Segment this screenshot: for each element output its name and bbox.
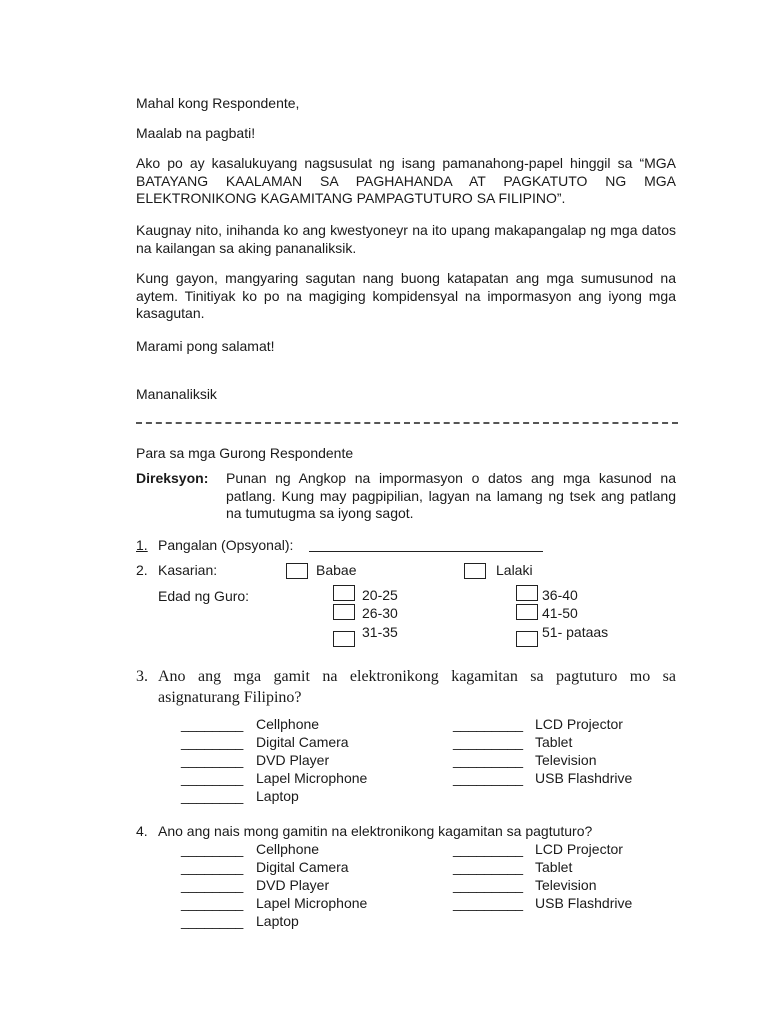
section-divider [136, 422, 678, 424]
signoff: Mananaliksik [136, 386, 217, 402]
q3-number: 3. [136, 668, 148, 685]
q4-blank-tablet[interactable]: _________ [453, 859, 524, 875]
q2-number: 2. [136, 562, 148, 578]
age-label: Edad ng Guro: [158, 588, 250, 604]
q3-blank-laptop[interactable]: ________ [181, 788, 244, 804]
age-option-36-40: 36-40 [542, 587, 578, 603]
thanks-line: Marami pong salamat! [136, 338, 275, 354]
checkbox-age-31-35[interactable] [333, 631, 355, 647]
q4-blank-cellphone[interactable]: ________ [181, 841, 244, 857]
greeting: Maalab na pagbati! [136, 125, 256, 141]
age-option-41-50: 41-50 [542, 605, 578, 621]
q3-blank-digital-camera[interactable]: ________ [181, 734, 244, 750]
q4-blank-lcd-projector[interactable]: _________ [453, 841, 524, 857]
age-option-26-30: 26-30 [362, 605, 398, 621]
q4-number: 4. [136, 823, 148, 839]
q3-item-digital-camera: Digital Camera [256, 734, 349, 750]
q3-item-television: Television [535, 752, 597, 768]
q3-item-cellphone: Cellphone [256, 716, 320, 732]
purpose-paragraph: Kaugnay nito, inihanda ko ang kwestyoneyr na ito upang makapangalap ng mga datos na kailangan sa aking pananaliksik. [136, 222, 676, 256]
q4-item-tablet: Tablet [535, 859, 573, 875]
request-paragraph: Kung gayon, mangyaring sagutan nang buong katapatan ang mga sumusunod na aytem. Tinitiyak ko po na magiging kompidensyal na impormasyon ang iyong mga kasagutan. [136, 270, 676, 321]
q4-item-usb-flashdrive: USB Flashdrive [535, 895, 633, 911]
q4-item-cellphone: Cellphone [256, 841, 320, 857]
q4-blank-television[interactable]: _________ [453, 877, 524, 893]
intro-paragraph: Ako po ay kasalukuyang nagsusulat ng isang pamanahong-papel hinggil sa “MGA BATAYANG KAALAMAN SA PAGHAHANDA AT PAGKATUTO NG MGA ELEKTRONIKONG KAGAMITANG PAMPAGTUTURO SA FILIPINO”. [136, 155, 676, 206]
checkbox-age-26-30[interactable] [333, 604, 355, 620]
direction-text: Punan ng Angkop na impormasyon o datos ang mga kasunod na patlang. Kung may pagpipilian, lagyan na lamang ng tsek ang patlang na tumutugma sa iyong sagot. [226, 470, 676, 521]
checkbox-age-36-40[interactable] [516, 585, 538, 601]
q3-blank-lcd-projector[interactable]: _________ [453, 716, 524, 732]
checkbox-lalaki[interactable] [464, 563, 486, 579]
q3-blank-usb-flashdrive[interactable]: _________ [453, 770, 524, 786]
q3-blank-lapel-microphone[interactable]: ________ [181, 770, 244, 786]
q3-blank-dvd-player[interactable]: ________ [181, 752, 244, 768]
q3-blank-tablet[interactable]: _________ [453, 734, 524, 750]
q3-text-line2: asignaturang Filipino? [158, 689, 302, 706]
q3-blank-television[interactable]: _________ [453, 752, 524, 768]
q4-blank-lapel-microphone[interactable]: ________ [181, 895, 244, 911]
option-babae: Babae [316, 562, 357, 578]
q1-label: Pangalan (Opsyonal): [158, 537, 294, 553]
q4-blank-laptop[interactable]: ________ [181, 913, 244, 929]
q3-item-tablet: Tablet [535, 734, 573, 750]
q3-item-lcd-projector: LCD Projector [535, 716, 623, 732]
q4-item-television: Television [535, 877, 597, 893]
q2-label: Kasarian: [158, 562, 218, 578]
q4-item-laptop: Laptop [256, 913, 299, 929]
q1-number: 1. [136, 537, 148, 553]
q4-blank-dvd-player[interactable]: ________ [181, 877, 244, 893]
q4-item-dvd-player: DVD Player [256, 877, 330, 893]
checkbox-babae[interactable] [286, 563, 308, 579]
q3-blank-cellphone[interactable]: ________ [181, 716, 244, 732]
form-heading: Para sa mga Gurong Respondente [136, 445, 354, 461]
name-field[interactable] [309, 536, 543, 552]
q3-item-laptop: Laptop [256, 788, 299, 804]
q3-item-dvd-player: DVD Player [256, 752, 330, 768]
q4-item-lapel-microphone: Lapel Microphone [256, 895, 368, 911]
q3-item-usb-flashdrive: USB Flashdrive [535, 770, 633, 786]
checkbox-age-41-50[interactable] [516, 604, 538, 620]
checkbox-age-20-25[interactable] [333, 585, 355, 601]
age-option-31-35: 31-35 [362, 624, 398, 640]
salutation: Mahal kong Respondente, [136, 95, 300, 111]
q4-blank-digital-camera[interactable]: ________ [181, 859, 244, 875]
direction-label: Direksyon: [136, 470, 209, 486]
q4-text: Ano ang nais mong gamitin na elektronikong kagamitan sa pagtuturo? [158, 823, 593, 839]
q3-text-line1: Ano ang mga gamit na elektronikong kagamitan sa pagtuturo mo sa [158, 668, 676, 685]
q3-item-lapel-microphone: Lapel Microphone [256, 770, 368, 786]
checkbox-age-51-pataas[interactable] [516, 631, 538, 647]
q4-item-digital-camera: Digital Camera [256, 859, 349, 875]
age-option-51-pataas: 51- pataas [542, 624, 609, 640]
option-lalaki: Lalaki [496, 562, 533, 578]
age-option-20-25: 20-25 [362, 587, 398, 603]
q4-blank-usb-flashdrive[interactable]: _________ [453, 895, 524, 911]
q4-item-lcd-projector: LCD Projector [535, 841, 623, 857]
